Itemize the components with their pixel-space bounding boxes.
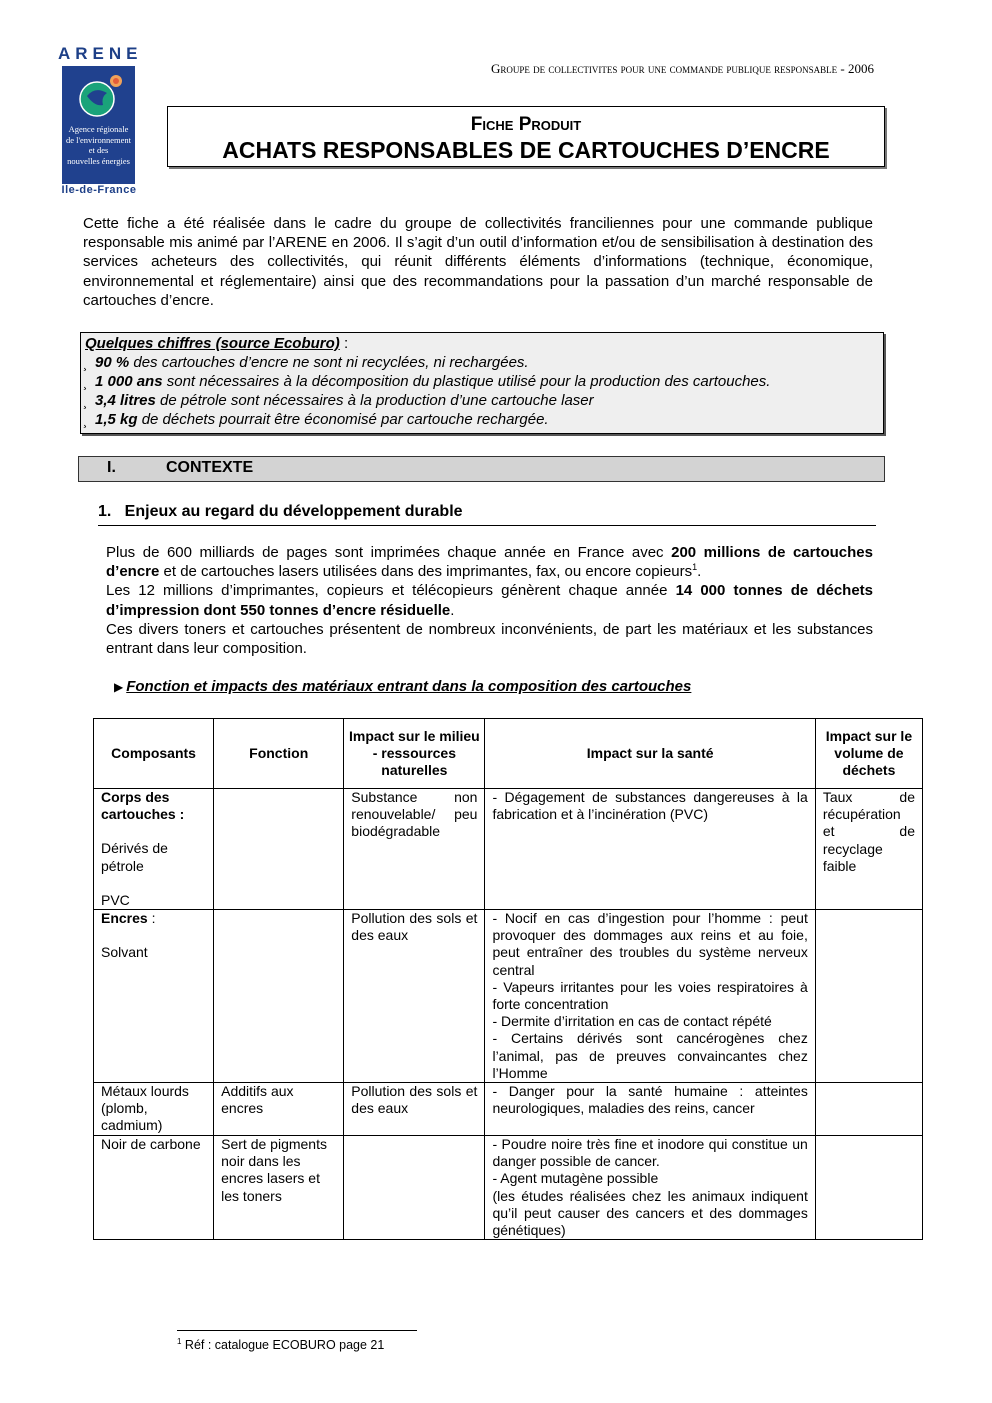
- table-cell: [344, 1136, 485, 1240]
- key-figure-item: ¸ 3,4 litres de pétrole sont nécessaires à la production d’une cartouche laser: [83, 392, 594, 409]
- table-cell: - Nocif en cas d’ingestion pour l’homme : peut provoquer des dommages aux reins et au foie, peut entraîner des troubles du système nerveux central - Vapeurs irritantes pour les voies respiratoires à forte concentration - Dermite d’irritation en cas de contact répété - Certains dérivés sont cancérogènes chez l’animal, pas de preuves convaincantes chez l’Homme: [485, 910, 815, 1083]
- table-cell: [214, 910, 344, 1083]
- table-cell: - Poudre noire très fine et inodore qui constitue un danger possible de cancer. - Agent mutagène possible (les études réalisées chez les animaux indiquent qu’il peut causer des cancers et des dommages génétiques): [485, 1136, 815, 1240]
- table-cell: [815, 1136, 922, 1240]
- globe-logo-icon: [69, 72, 129, 122]
- running-header: Groupe de collectivites pour une commande publique responsable - 2006: [491, 61, 874, 76]
- column-header: Impact sur le volume de déchets: [815, 719, 922, 789]
- section-heading: [78, 456, 885, 482]
- table-cell: Sert de pigments noir dans les encres lasers et les toners: [214, 1136, 344, 1240]
- footnote-divider: [177, 1330, 417, 1331]
- column-header: Impact sur la santé: [485, 719, 815, 789]
- column-header: Composants: [94, 719, 214, 789]
- table-cell: [815, 910, 922, 1083]
- logo-caption: Agence régionale de l'environnement et des nouvelles énergies: [65, 124, 132, 166]
- table-cell: Substance non renouvelable/ peu biodégradable: [344, 789, 485, 910]
- intro-paragraph: Cette fiche a été réalisée dans le cadre du groupe de collectivités franciliennes pour une commande publique responsable mis animé par l’ARENE en 2006. Il s’agit d’un outil d’information et/ou de sensibilisation à destination des services acheteurs des collectivités, qui réunit différents éléments d’informations (technique, économique, environnemental et réglementaire) ainsi que des recommandations pour la passation d’un marché responsable de cartouches d’encre.: [83, 215, 873, 309]
- table-cell: Corps des cartouches : Dérivés de pétrole PVC: [94, 789, 214, 910]
- section-number: I.: [107, 459, 116, 476]
- impacts-table: [93, 718, 923, 1240]
- table-row: [94, 789, 923, 910]
- arrow-right-icon: ▶: [114, 680, 124, 694]
- footnote-ref: 1: [692, 562, 698, 573]
- key-figures-heading: Quelques chiffres (source Ecoburo) :: [85, 335, 349, 352]
- table-cell: [214, 789, 344, 910]
- key-figure-item: ¸ 1,5 kg de déchets pourrait être économisé par cartouche rechargée.: [83, 411, 549, 428]
- key-figure-item: ¸ 90 % des cartouches d’encre ne sont ni recyclées, ni rechargées.: [83, 354, 529, 371]
- table-heading: ▶ Fonction et impacts des matériaux entrant dans la composition des cartouches: [114, 678, 692, 695]
- table-cell: Noir de carbone: [94, 1136, 214, 1240]
- footnote: $^1$ Réf : catalogue ECOBURO page 21: [177, 1336, 385, 1352]
- table-row: [94, 1083, 923, 1136]
- section-label: CONTEXTE: [166, 459, 254, 476]
- column-header: Impact sur le milieu - ressources naturelles: [344, 719, 485, 789]
- table-cell: - Dégagement de substances dangereuses à la fabrication et à l’incinération (PVC): [485, 789, 815, 910]
- table-cell: Taux de récupération et de recyclage faible: [815, 789, 922, 910]
- page-title: ACHATS RESPONSABLES DE CARTOUCHES D’ENCRE: [222, 137, 830, 163]
- key-figures-box: [80, 332, 884, 434]
- logo-region: Ile-de-France: [61, 184, 137, 196]
- logo-wordmark: ARENE: [58, 44, 143, 63]
- table-row: [94, 1136, 923, 1240]
- table-cell: [815, 1083, 922, 1136]
- key-figure-item: ¸ 1 000 ans sont nécessaires à la décomposition du plastique utilisé pour la production des cartouches.: [83, 373, 771, 390]
- table-cell: Pollution des sols et des eaux: [344, 910, 485, 1083]
- table-row: [94, 910, 923, 1083]
- table-cell: - Danger pour la santé humaine : atteintes neurologiques, maladies des reins, cancer: [485, 1083, 815, 1136]
- table-cell: Encres : Solvant: [94, 910, 214, 1083]
- title-box: [167, 106, 885, 167]
- title-kicker: Fiche Produit: [470, 114, 582, 135]
- table-cell: Pollution des sols et des eaux: [344, 1083, 485, 1136]
- column-header: Fonction: [214, 719, 344, 789]
- table-cell: Additifs aux encres: [214, 1083, 344, 1136]
- enjeux-paragraph: Plus de 600 milliards de pages sont imprimées chaque année en France avec 200 millions de cartouches d’encre et de cartouches lasers utilisées dans des imprimantes, fax, ou encore copieurs$^1$. Les 12 millions d’imprimantes, copieurs et télécopieurs génèrent chaque année 14 000 tonnes de déchets d’impression dont 550 tonnes d’encre résiduelle. Ces divers toners et cartouches présentent de nombreux inconvénients, de part les matériaux et les substances entrant dans leur composition.: [106, 544, 874, 658]
- table-header-row: [94, 719, 923, 789]
- table-cell: Métaux lourds (plomb, cadmium): [94, 1083, 214, 1136]
- subsection-heading: 1. Enjeux au regard du développement durable: [98, 503, 876, 526]
